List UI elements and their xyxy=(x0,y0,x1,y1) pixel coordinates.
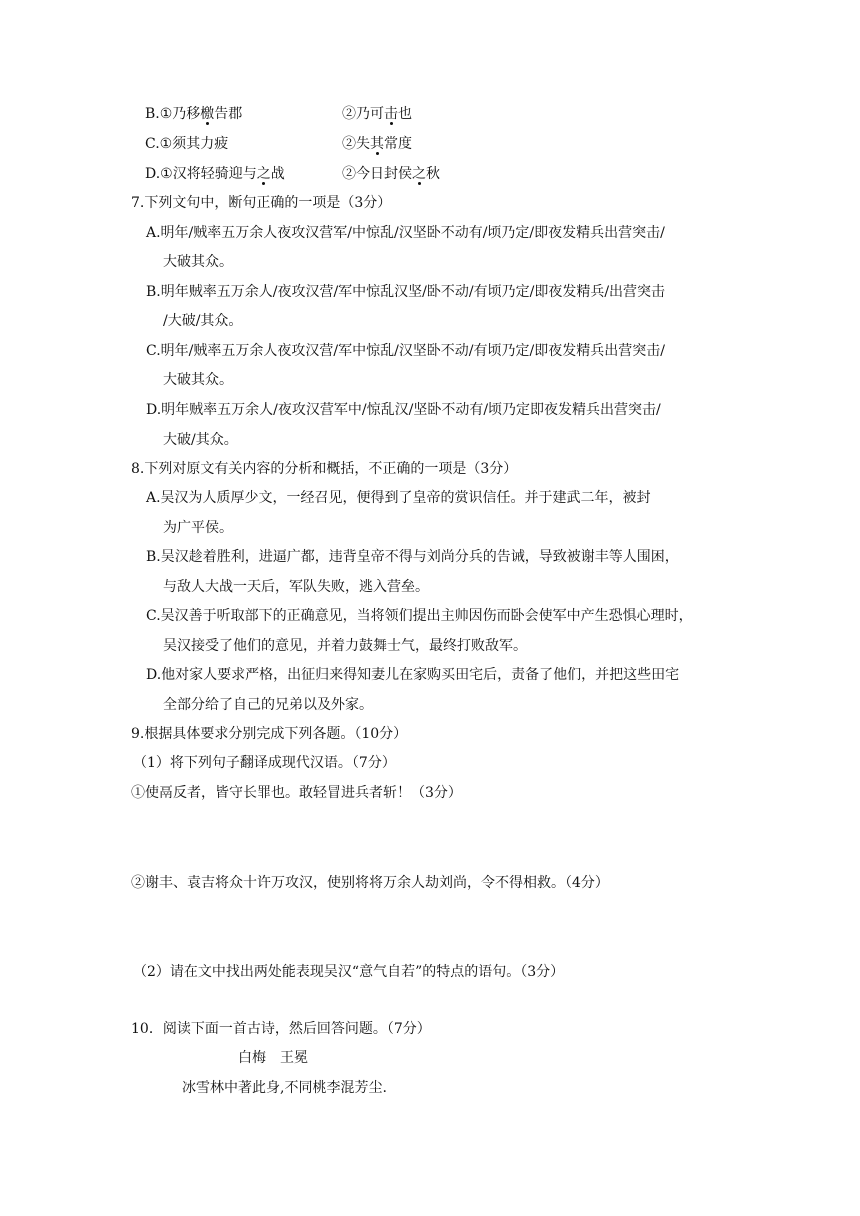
q6-option-d-1 xyxy=(145,164,285,184)
q8-option-d-line-1: D.他对家人要求严格，出征归来得知妻儿在家购买田宅后，责备了他们，并把这些田宅 xyxy=(146,667,680,683)
q6-option-c-2-post: 常度 xyxy=(384,136,412,152)
q8-option-c-line-1: C.吴汉善于听取部下的正确意见，当将领们提出主帅因伤而卧会使军中产生恐惧心理时， xyxy=(146,608,693,624)
q7-option-a-line-2: 大破其众。 xyxy=(163,254,233,270)
poem-line-1: 冰雪林中著此身,不同桃李混芳尘. xyxy=(182,1080,387,1096)
q6-option-c-2-pre: ②失 xyxy=(342,136,370,152)
q7-option-d-line-2: 大破/其众。 xyxy=(163,432,238,448)
q7-stem: 7.下列文句中，断句正确的一项是（3分） xyxy=(131,195,392,211)
q6-option-b-2-post: 也 xyxy=(398,106,412,122)
q7-option-c-line-2: 大破其众。 xyxy=(163,372,233,388)
q8-option-b-line-1: B.吴汉趁着胜利，进逼广都，违背皇帝不得与刘尚分兵的告诫，导致被谢丰等人围困， xyxy=(146,549,679,565)
q6-option-b-1-dotted: 檄 xyxy=(200,106,215,122)
q6-option-b-2-pre: ②乃可 xyxy=(342,106,384,122)
poem-title: 白梅 王冕 xyxy=(238,1050,308,1066)
q6-option-c-1-dotted: 力 xyxy=(200,136,215,152)
q9-part-1-prompt: （1）将下列句子翻译成现代汉语。（7分） xyxy=(133,755,396,771)
q6-option-b-1 xyxy=(145,104,242,124)
q9-stem: 9.根据具体要求分别完成下列各题。（10分） xyxy=(131,726,408,742)
q6-option-c-2 xyxy=(342,134,412,154)
q6-option-c-2-dotted: 其 xyxy=(370,136,384,152)
q6-option-d-2-pre: ②今日封侯 xyxy=(342,166,412,182)
q7-option-d-line-1: D.明年贼率五万余人/夜攻汉营军中/惊乱汉/坚卧不动有/顷乃定即夜发精兵出营突击/ xyxy=(146,402,661,418)
q10-stem: 10．阅读下面一首古诗，然后回答问题。（7分） xyxy=(131,1021,431,1037)
q8-option-c-line-2: 吴汉接受了他们的意见，并着力鼓舞士气，最终打败敌军。 xyxy=(163,638,527,654)
q6-option-b-2 xyxy=(342,104,412,124)
q8-option-a-line-1: A.吴汉为人质厚少文，一经召见，便得到了皇帝的赏识信任。并于建武二年，被封 xyxy=(146,490,651,506)
q6-option-c-1 xyxy=(145,134,228,154)
q9-sentence-2: ②谢丰、袁吉将众十许万攻汉，使别将将万余人劫刘尚，令不得相救。（4分） xyxy=(131,875,609,891)
q6-option-d-1-dotted: 之 xyxy=(256,166,271,182)
q8-option-b-line-2: 与敌人大战一天后，军队失败，逃入营垒。 xyxy=(163,579,429,595)
q8-option-d-line-2: 全部分给了自己的兄弟以及外家。 xyxy=(163,697,373,713)
q7-option-b-line-2: /大破/其众。 xyxy=(163,313,243,329)
q6-option-d-1-pre: D.①汉将轻骑迎与 xyxy=(145,166,257,182)
q6-option-b-1-post: 告郡 xyxy=(214,106,243,122)
q7-option-a-line-1: A.明年/贼率五万余人夜攻汉营军/中惊乱/汉坚卧不动有/顷乃定/即夜发精兵出营突击/ xyxy=(146,225,665,241)
q6-option-d-2 xyxy=(342,164,440,184)
q8-stem: 8.下列对原文有关内容的分析和概括，不正确的一项是（3分） xyxy=(131,461,518,477)
q6-option-b-1-pre: B.①乃移 xyxy=(145,106,201,122)
q6-option-b-2-dotted: 击 xyxy=(384,106,398,122)
q9-part-2-prompt: （2）请在文中找出两处能表现吴汉“意气自若”的特点的语句。（3分） xyxy=(133,964,565,980)
q7-option-b-line-1: B.明年贼率五万余人/夜攻汉营/军中惊乱汉坚/卧不动/有顷乃定/即夜发精兵/出营突击 xyxy=(146,284,666,300)
q7-option-c-line-1: C.明年/贼率五万余人夜攻汉营/军中惊乱/汉坚卧不动/有顷乃定/即夜发精兵出营突击/ xyxy=(146,343,665,359)
q8-option-a-line-2: 为广平侯。 xyxy=(163,520,233,536)
q9-sentence-1: ①使鬲反者，皆守长罪也。敢轻冒进兵者斩！（3分） xyxy=(131,785,462,801)
q6-option-d-2-post: 秋 xyxy=(426,166,440,182)
q6-option-d-2-dotted: 之 xyxy=(412,166,426,182)
q6-option-c-1-pre: C.①须其 xyxy=(145,136,201,152)
q6-option-d-1-post: 战 xyxy=(270,166,285,182)
q6-option-c-1-post: 疲 xyxy=(214,136,229,152)
